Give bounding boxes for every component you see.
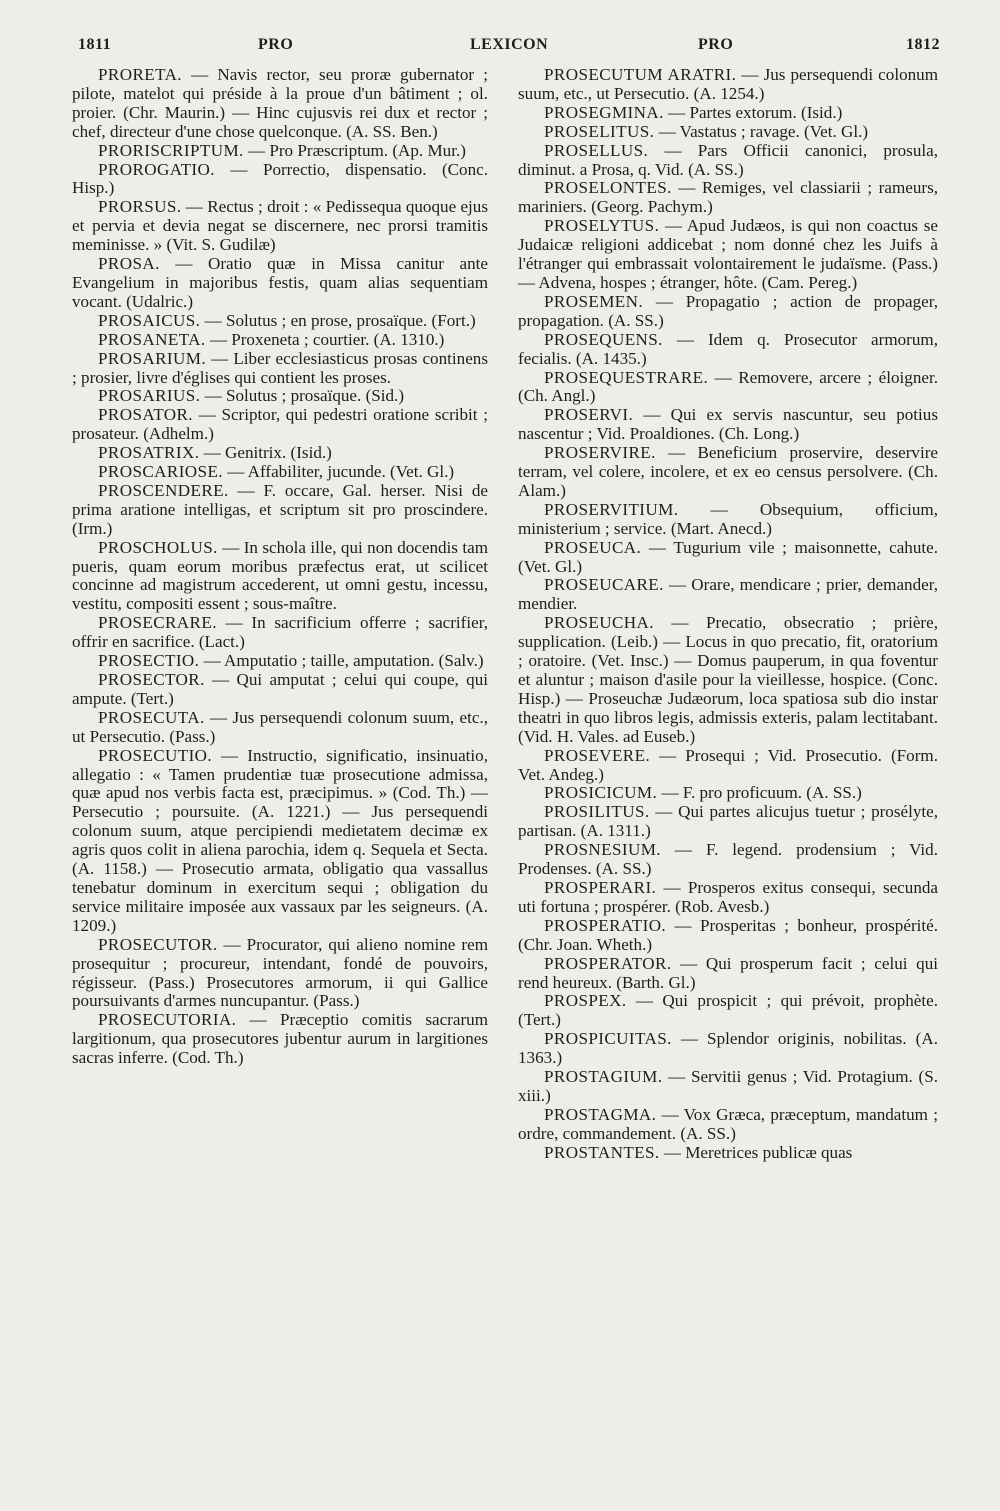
entry-headword: PROSECTOR. [98, 670, 205, 689]
entry-headword: PROSECRARE. [98, 613, 217, 633]
entry-headword: PROSECTIO. [98, 651, 200, 671]
page-number-right: 1812 [906, 36, 940, 53]
entry-definition: — Removere, arcere ; éloigner. (Ch. Angl.) [518, 367, 938, 406]
entry-headword: PROSECUTORIA. [98, 1010, 237, 1030]
dictionary-entry [72, 709, 488, 747]
entry-definition: — Prosequi ; Vid. Prosecutio. (Form. Vet. Andeg.) [518, 745, 938, 784]
dictionary-entry [72, 1011, 488, 1068]
dictionary-entry [518, 406, 938, 444]
dictionary-entry [72, 66, 488, 142]
entry-headword: PROSPERATOR. [544, 953, 672, 973]
entry-headword: PROSATRIX. [98, 443, 200, 463]
entry-headword: PRORETA. [98, 65, 182, 84]
entry-definition: — Pro Præscriptum. (Ap. Mur.) [243, 140, 466, 160]
dictionary-entry [518, 1068, 938, 1106]
dictionary-entry [518, 501, 938, 539]
entry-definition: — Orare, mendicare ; prier, demander, mendier. [518, 575, 938, 614]
entry-headword: PROSTAGIUM. [544, 1067, 663, 1087]
entry-headword: PROSECUTA. [98, 707, 205, 727]
entry-definition: — Splendor originis, nobilitas. (A. 1363.) [518, 1029, 938, 1068]
dictionary-entry [518, 784, 938, 803]
dictionary-entry [72, 387, 488, 406]
entry-headword: PROSERVITIUM. [544, 499, 679, 519]
page-number-left: 1811 [78, 36, 112, 53]
dictionary-entry [518, 803, 938, 841]
dictionary-entry [518, 123, 938, 142]
entry-headword: PROSECUTUM ARATRI. [544, 65, 737, 84]
dictionary-entry [518, 1030, 938, 1068]
entry-definition: — F. pro proficuum. (A. SS.) [657, 783, 862, 803]
dictionary-entry [518, 331, 938, 369]
dictionary-entry [72, 936, 488, 1012]
entry-headword: PROSELITUS. [544, 121, 655, 141]
dictionary-entry [72, 444, 488, 463]
entry-headword: PROSEVERE. [544, 745, 651, 765]
entry-definition: — Amputatio ; taille, amputation. (Salv.) [199, 651, 484, 671]
entry-headword: PROSELYTUS. [544, 216, 660, 236]
entry-definition: — Proxeneta ; courtier. (A. 1310.) [205, 329, 445, 349]
running-head-left: PRO [258, 36, 294, 53]
entry-headword: PROSEGMINA. [544, 102, 664, 122]
entry-headword: PROSTAGMA. [544, 1104, 657, 1124]
entry-definition: — Procurator, qui alieno nomine rem prosequitur ; procureur, intendant, fondé de pouvoirs, régisseur. (Pass.) Prosecutores armorum, ii qui Gallice poursuivants d'armes nuncupantur. (Pass.) [72, 934, 488, 1011]
entry-definition: — Solutus ; prosaïque. (Sid.) [200, 386, 405, 406]
entry-headword: PRORISCRIPTUM. [98, 140, 244, 160]
entry-definition: — Precatio, obsecratio ; prière, supplication. (Leib.) — Locus in quo precatio, fit, oratorium ; oratoire. (Vet. Insc.) — Domus pauperum, in qua foventur et aluntur ; maison d'asile pour la vieillesse, hospice. (Conc. Hisp.) — Proseuchæ Judæorum, loca spatiosa sub dio instar theatri in quo libros legis, admissis exteris, palam lectitabant. (Vid. H. Vales. ad Euseb.) [518, 613, 938, 746]
right-column [518, 66, 938, 1163]
dictionary-entry [518, 444, 938, 501]
running-head-right: PRO [698, 36, 734, 53]
entry-headword: PROSANETA. [98, 329, 206, 349]
dictionary-entry [72, 671, 488, 709]
entry-definition: — F. legend. prodensium ; Vid. Prodenses. (A. SS.) [518, 840, 938, 879]
entry-definition: — Qui partes alicujus tuetur ; prosélyte, partisan. (A. 1311.) [518, 802, 938, 841]
dictionary-entry [518, 992, 938, 1030]
entry-headword: PROSECUTOR. [98, 934, 218, 954]
dictionary-entry [72, 747, 488, 936]
entry-definition: — Porrectio, dispensatio. (Conc. Hisp.) [72, 159, 488, 198]
entry-definition: — Solutus ; en prose, prosaïque. (Fort.) [200, 310, 476, 330]
entry-definition: — Oratio quæ in Missa canitur ante Evangelium in majoribus festis, quam alias sequentiam vocant. (Udalric.) [72, 254, 488, 311]
entry-headword: PROSARIUS. [98, 386, 201, 406]
entry-definition: — Apud Judæos, is qui non coactus se Judaicæ religioni addicebat ; nom donné chez les Juifs à l'étranger qui embrassait volontairement le judaïsme. (Pass.) — Advena, hospes ; étranger, hôte. (Cam. Pereg.) [518, 216, 938, 292]
running-head-center: LEXICON [470, 36, 549, 53]
entry-headword: PROSERVI. [544, 405, 634, 425]
dictionary-entry [72, 312, 488, 331]
entry-headword: PROSARIUM. [98, 348, 207, 368]
dictionary-entry [72, 463, 488, 482]
entry-definition: — Prosperitas ; bonheur, prospérité. (Chr. Joan. Wheth.) [518, 915, 938, 954]
entry-definition: — Jus persequendi colonum suum, etc., ut Persecutio. (Pass.) [72, 707, 488, 746]
dictionary-entry [518, 66, 938, 104]
entry-definition: — Genitrix. (Isid.) [199, 443, 332, 463]
entry-headword: PROSEUCA. [544, 537, 642, 557]
entry-headword: PROSECUTIO. [98, 745, 213, 765]
entry-definition: — Idem q. Prosecutor armorum, fecialis. (A. 1435.) [518, 329, 938, 368]
dictionary-entry [518, 142, 938, 180]
dictionary-entry [72, 482, 488, 539]
entry-headword: PRORSUS. [98, 197, 182, 217]
entry-headword: PROSELLUS. [544, 140, 649, 160]
entry-definition: — Qui amputat ; celui qui coupe, qui ampute. (Tert.) [72, 670, 488, 708]
dictionary-entry [518, 747, 938, 785]
entry-definition: — Præceptio comitis sacrarum largitionum, qua prosecutores jubentur aurum in largitiones sacras inferre. (Cod. Th.) [72, 1010, 488, 1068]
entry-headword: PROSEUCARE. [544, 575, 664, 595]
entry-headword: PROSEQUENS. [544, 329, 663, 349]
dictionary-entry [518, 104, 938, 123]
entry-definition: — Liber ecclesiasticus prosas continens ; prosier, livre d'églises qui contient les proses. [72, 348, 488, 387]
dictionary-entry [72, 142, 488, 161]
entry-definition: — Partes extorum. (Isid.) [663, 102, 843, 122]
entry-headword: PROSEUCHA. [544, 613, 654, 633]
dictionary-entry [72, 198, 488, 255]
entry-headword: PROSILITUS. [544, 802, 650, 822]
entry-headword: PROSATOR. [98, 405, 193, 425]
dictionary-entry [518, 917, 938, 955]
entry-headword: PROSAICUS. [98, 310, 201, 330]
dictionary-entry [518, 293, 938, 331]
entry-headword: PROROGATIO. [98, 159, 215, 179]
entry-headword: PROSTANTES. [544, 1142, 660, 1162]
entry-headword: PROSA. [98, 254, 160, 274]
entry-headword: PROSCENDERE. [98, 480, 229, 500]
entry-definition: — In sacrificium offerre ; sacrifier, offrir en sacrifice. (Lact.) [72, 613, 488, 652]
dictionary-entry [518, 539, 938, 577]
entry-definition: — Propagatio ; action de propager, propagation. (A. SS.) [518, 291, 938, 330]
entry-definition: — F. occare, Gal. herser. Nisi de prima aratione intelligas, et scriptum sit pro proscindere. (Irm.) [72, 480, 488, 538]
entry-headword: PROSERVIRE. [544, 443, 656, 463]
entry-definition: — Tugurium vile ; maisonnette, cahute. (Vet. Gl.) [518, 537, 938, 576]
entry-definition: — Prosperos exitus consequi, secunda uti fortuna ; prospérer. (Rob. Avesb.) [518, 877, 938, 916]
entry-definition: — In schola ille, qui non docendis tam pueris, quam eorum moribus præfectus erat, ut scilicet concinne ad magistrum accederent, ut omni gestu, incessu, vestitu, compositi essent ; sous-maître. [72, 537, 488, 614]
entry-definition: — Jus persequendi colonum suum, etc., ut Persecutio. (A. 1254.) [518, 65, 939, 103]
entry-definition: — Qui prospicit ; qui prévoit, prophète. (Tert.) [518, 991, 938, 1030]
dictionary-entry [72, 614, 488, 652]
entry-headword: PROSELONTES. [544, 178, 672, 198]
entry-headword: PROSPICUITAS. [544, 1029, 672, 1049]
entry-headword: PROSPERATIO. [544, 915, 667, 935]
entry-headword: PROSCARIOSE. [98, 462, 223, 482]
entry-definition: — Vastatus ; ravage. (Vet. Gl.) [654, 121, 869, 141]
dictionary-entry [518, 179, 938, 217]
entry-headword: PROSNESIUM. [544, 840, 661, 860]
entry-headword: PROSEMEN. [544, 291, 644, 311]
dictionary-entry [518, 955, 938, 993]
entry-headword: PROSEQUESTRARE. [544, 367, 709, 387]
dictionary-entry [518, 369, 938, 407]
entry-definition: — Qui prosperum facit ; celui qui rend heureux. (Barth. Gl.) [518, 953, 938, 992]
dictionary-entry [518, 1106, 938, 1144]
entry-definition: — Navis rector, seu proræ gubernator ; pilote, matelot qui préside à la proue d'un bâtiment ; ol. proier. (Chr. Maurin.) — Hinc cujusvis rei dux et rector ; chef, directeur d'une chose quelconque. (A. SS. Ben.) [72, 65, 488, 141]
entry-definition: — Beneficium proservire, deservire terram, vel colere, incolere, et ex eo census persolvere. (Ch. Alam.) [518, 443, 938, 500]
entry-definition: — Rectus ; droit : « Pedissequa quoque ejus et pervia et devia negat se discernere, nec prorsi tramitis meminisse. » (Vit. S. Gudilæ) [72, 197, 488, 255]
entry-definition: — Affabiliter, jucunde. (Vet. Gl.) [222, 462, 455, 482]
entry-definition: — Servitii genus ; Vid. Protagium. (S. xiii.) [518, 1067, 938, 1105]
entry-definition: — Instructio, significatio, insinuatio, allegatio : « Tamen prudentiæ tuæ prosecutione admissa, quæ apud nos verbis facta est, præcipimus. » (Cod. Th.) — Persecutio ; poursuite. (A. 1221.) — Jus persequendi colonum suum, atque percipiendi medietatem decimæ ex agris quos colit in aliena parochia, idem q. Sequela et Secta. (A. 1158.) — Prosecutio armata, obligatio qua vassallus tenebatur dominum in exercitum sequi ; obligation du service militaire imposée aux vassaux par les seigneurs. (A. 1209.) [72, 745, 488, 935]
dictionary-entry [72, 652, 488, 671]
left-column [72, 66, 488, 1068]
dictionary-entry [72, 161, 488, 199]
dictionary-entry [72, 539, 488, 615]
entry-definition: — Obsequium, officium, ministerium ; service. (Mart. Anecd.) [518, 499, 938, 538]
dictionary-entry [518, 614, 938, 746]
entry-headword: PROSPEX. [544, 991, 627, 1011]
running-header [78, 36, 940, 60]
dictionary-entry [72, 350, 488, 388]
dictionary-entry [518, 879, 938, 917]
dictionary-entry [518, 217, 938, 293]
dictionary-entry [72, 331, 488, 350]
dictionary-entry [72, 255, 488, 312]
entry-definition: — Remiges, vel classiarii ; rameurs, mariniers. (Georg. Pachym.) [518, 178, 938, 217]
entry-headword: PROSCHOLUS. [98, 537, 218, 557]
entry-definition: — Pars Officii canonici, prosula, diminut. a Prosa, q. Vid. (A. SS.) [518, 140, 938, 179]
entry-definition: — Vox Græca, præceptum, mandatum ; ordre, commandement. (A. SS.) [518, 1104, 938, 1143]
entry-headword: PROSPERARI. [544, 877, 657, 897]
entry-definition: — Scriptor, qui pedestri oratione scribit ; prosateur. (Adhelm.) [72, 405, 488, 444]
dictionary-entry [518, 576, 938, 614]
entry-definition: — Meretrices publicæ quas [659, 1142, 853, 1162]
entry-headword: PROSICICUM. [544, 783, 658, 803]
dictionary-entry [518, 841, 938, 879]
entry-definition: — Qui ex servis nascuntur, seu potius nascentur ; Vid. Proaldiones. (Ch. Long.) [518, 405, 938, 444]
dictionary-entry [518, 1144, 938, 1163]
dictionary-entry [72, 406, 488, 444]
